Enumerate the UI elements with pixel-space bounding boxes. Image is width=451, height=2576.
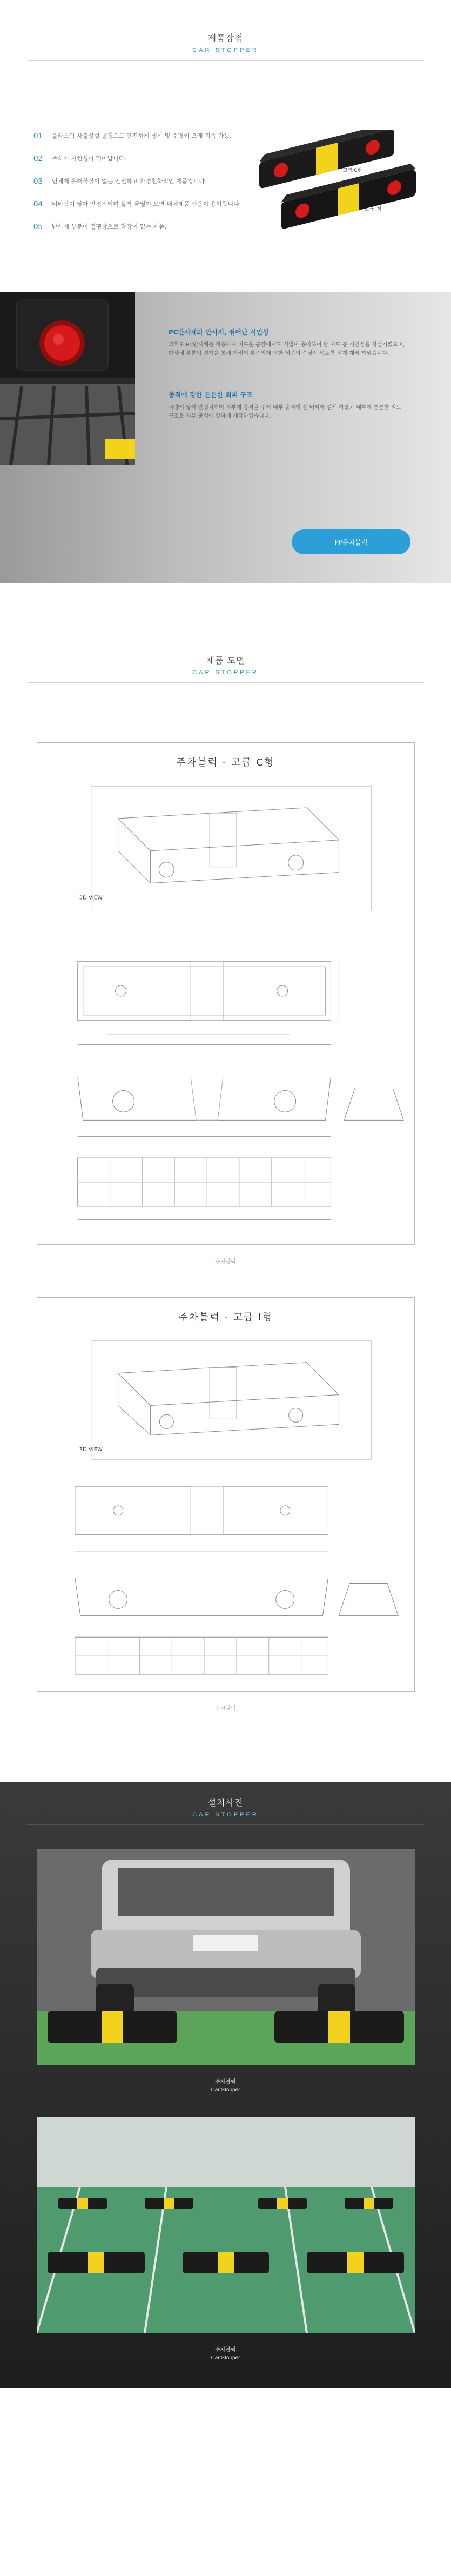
install-photo2-caption-ko: 주차블럭 <box>215 2347 236 2353</box>
product-label-c: 고급 C형 <box>343 168 362 173</box>
install-photo-parking-lot <box>37 2117 415 2333</box>
drawing-i-svg <box>37 1298 414 1691</box>
feature-number: 04 <box>33 199 43 209</box>
features-subtitle: CAR STOPPER <box>192 47 259 53</box>
product-label-i: 고급 I형 <box>365 207 382 212</box>
drawing-i-3d-label: 3D VIEW <box>79 1447 103 1453</box>
structure-feature-block <box>169 390 406 421</box>
install-section <box>0 1782 451 2388</box>
drawing-i-title: 주차블럭 - 고급 I형 <box>178 1312 273 1323</box>
feature-number: 02 <box>33 153 43 163</box>
reflector-closeup-photo <box>0 292 135 465</box>
structure-feature-text: 차량이 닿아 안정적이며 외부에 충격을 주어 내부 충격에 잘 버티게 설계 하였고 내부에 튼튼한 리브 구조로 외부 충격에 강하게 제작하였습니다. <box>169 405 401 419</box>
drawing-i-type <box>37 1297 415 1692</box>
install-title: 설치사진 <box>207 1797 244 1808</box>
drawing-c-3d-label: 3D VIEW <box>79 895 103 901</box>
features-header <box>0 0 451 61</box>
feature-number: 03 <box>33 176 43 186</box>
install-photo-car <box>37 1849 415 2065</box>
feature-text: 플라스틱 사출성형 공정으로 안전하게 생산 및 수명이 오래 지속 가능. <box>52 132 232 139</box>
drawing-c-caption: 주차블럭 <box>215 1259 236 1265</box>
feature-number: 05 <box>33 222 43 231</box>
drawings-section <box>0 583 451 1728</box>
feature-text: 반사에 부분이 열팽창으로 확장이 없는 제품. <box>52 223 167 230</box>
drawings-header <box>0 583 451 683</box>
drawing-c-title: 주차블럭 - 고급 C형 <box>176 757 275 768</box>
feature-text: 주차시 시인성이 뛰어납니다. <box>52 155 127 162</box>
feature-item <box>33 147 260 170</box>
install-photo1-caption-en: Car Stopper <box>211 2087 240 2093</box>
reflector-feature-title: PC반사체와 반사지, 뛰어난 시인성 <box>169 328 269 336</box>
feature-item <box>33 215 260 238</box>
install-photo2-caption <box>0 2345 451 2361</box>
car-stopper-product-image <box>248 130 427 259</box>
install-photo1-caption <box>0 2077 451 2093</box>
feature-item <box>33 170 260 192</box>
feature-text: 인체에 유해물질이 없는 안전하고 환경친화적인 제품입니다. <box>52 178 207 185</box>
feature-item <box>33 192 260 215</box>
drawings-subtitle: CAR STOPPER <box>192 669 259 676</box>
features-section <box>0 0 451 292</box>
detail-band <box>0 292 451 583</box>
install-photo2-caption-en: Car Stopper <box>211 2355 240 2361</box>
feature-text: 비바람이 닿아 안정적이며 살짝 균열이 오면 대체제품 사용이 용이합니다. <box>52 200 241 207</box>
reflector-feature-block <box>169 327 406 358</box>
drawings-divider <box>27 682 424 683</box>
reflector-feature-text: 고휘도 PC반사체를 적용하여 어두운 공간에서도 식별이 용이하며 밤 야도 등 시인성을 향상시켰으며, 반사체 부분의 결착을 통해 가정의 부주의에 의한 제품의 손상이 없도록 설계 제작 하였습니다. <box>169 342 405 357</box>
features-divider <box>27 60 424 61</box>
install-photo1-caption-ko: 주차블럭 <box>215 2079 236 2085</box>
drawing-i-caption: 주차블럭 <box>215 1706 236 1712</box>
structure-feature-title: 충격에 강한 튼튼한 외피 구조 <box>169 391 253 399</box>
drawing-c-type <box>37 742 415 1245</box>
install-subtitle: CAR STOPPER <box>192 1812 259 1818</box>
drawings-title: 제품 도면 <box>206 655 245 666</box>
features-title: 제품장점 <box>207 33 244 43</box>
feature-number: 01 <box>33 131 43 140</box>
pp-parking-block-button[interactable]: PP주차블럭 <box>292 529 410 554</box>
features-list <box>33 124 260 238</box>
install-header <box>0 1796 451 1825</box>
install-divider <box>27 1824 424 1825</box>
drawing-c-svg <box>37 743 414 1244</box>
feature-item <box>33 124 260 147</box>
